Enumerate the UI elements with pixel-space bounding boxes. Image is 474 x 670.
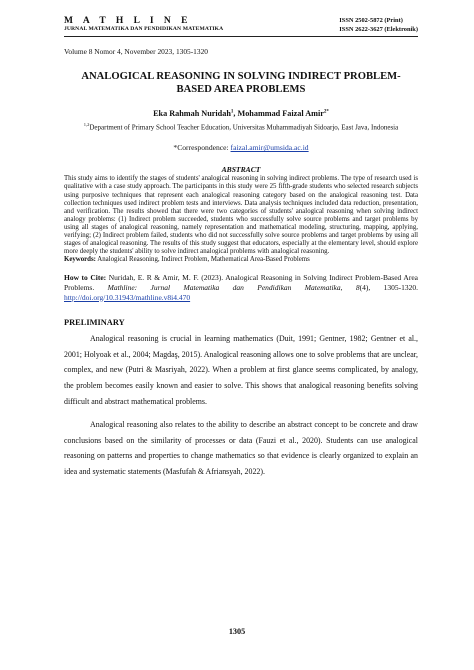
author-separator: , <box>233 109 238 118</box>
authors-line <box>64 109 418 118</box>
header-divider <box>64 36 418 37</box>
cite-issue-pages: (4), 1305-1320. <box>359 282 418 292</box>
affiliation <box>64 120 418 132</box>
keywords <box>64 256 418 264</box>
cite-journal: Mathline: Jurnal Matematika dan Pendidikan Matematika, 8 <box>107 282 360 292</box>
correspondence-label: *Correspondence: <box>173 143 231 153</box>
paper-title: ANALOGICAL REASONING IN SOLVING INDIRECT PROBLEM-BASED AREA PROBLEMS <box>81 71 401 95</box>
how-to-cite <box>64 273 418 302</box>
section-paragraph: Analogical reasoning also relates to the ability to describe an abstract concept to be concrete and draw conclusions based on the similarity of processes or data (Fauzi et al., 2020). Students can use analogical reasoning on patterns and properties to change mathematics so that evidence is clearly organized to explain an idea and systematic statements (Masfufah & Afriansyah, 2022). <box>64 420 418 476</box>
affiliation-sup: 1,2 <box>83 122 90 127</box>
author-1-sup: 1 <box>230 109 234 115</box>
issn-print: ISSN 2502-5872 (Print) <box>339 17 403 24</box>
journal-brand <box>64 16 223 33</box>
author-2-sup: 2* <box>323 109 329 115</box>
abstract-heading: ABSTRACT <box>221 165 261 175</box>
journal-header <box>64 16 418 34</box>
author-2: Mohammad Faizal Amir <box>237 109 324 118</box>
correspondence <box>64 143 418 152</box>
correspondence-email-link[interactable]: faizal.amir@umsida.ac.id <box>230 143 309 153</box>
cite-text: Nuridah, E. R & Amir, M. F. (2023). Analogical Reasoning in Solving Indirect Problem-Based Area Problems. <box>64 273 419 292</box>
keywords-text: Analogical Reasoning, Indirect Problem, Mathematical Area-Based Problems <box>95 256 310 264</box>
keywords-label: Keywords: <box>64 256 96 264</box>
journal-name: M A T H L I N E <box>64 16 192 26</box>
abstract-body: This study aims to identify the stages of students' analogical reasoning in solving indirect problems. The type of research used is qualitative with a case study approach. The participants in this study were 25 fifth-grade students who selected research subjects using purposive techniques that represent each analogical reasoning category based on the analogical reasoning test. Data collection techniques used indirect problem tests and interviews. Data analysis techniques included data reduction, presentation, and verification. The results showed that there were two categories of students' analogical reasoning when solving indirect analogy problems: (1) Indirect problem succeeded, students who successfully solve source problems and target problems by using all stages of analogical reasoning, namely representation and mathematical modeling, structuring, mapping, applying, verifying; (2) Indirect problem failed, students who did not successfully solve source problems and target problems by using all stages of analogical reasoning. The results of this study suggest that educators, especially at the elementary level, should explore more deeply the students' ability to solve indirect analogical problems with analogical reasoning. <box>64 175 418 256</box>
issn-electronic: ISSN 2622-3627 (Elektronik) <box>339 26 418 33</box>
paper-page <box>64 16 418 487</box>
author-1: Eka Rahmah Nuridah <box>153 109 231 118</box>
journal-subtitle: JURNAL MATEMATIKA DAN PENDIDIKAN MATEMATIKA <box>64 26 224 32</box>
section-paragraph: Analogical reasoning is crucial in learning mathematics (Duit, 1991; Gentner, 1982; Gentner et al., 2001; Holyoak et al., 2004; Magdaş, 2015). Analogical reasoning allows one to solve problems that are unclear, complex, and new (Putri & Masriyah, 2022). When a problem at first glance seems complicated, by analogy, the problem becomes easily known and easier to solve. This shows that analogical reasoning benefits solving difficult and abstract mathematical problems. <box>64 334 418 406</box>
page-number: 1305 <box>228 627 246 636</box>
section-heading: PRELIMINARY <box>64 318 125 328</box>
affiliation-text: Department of Primary School Teacher Education, Universitas Muhammadiyah Sidoarjo, East Java, Indonesia <box>89 123 399 132</box>
volume-info: Volume 8 Nomor 4, November 2023, 1305-1320 <box>64 47 208 56</box>
issn-block <box>339 16 418 34</box>
cite-label: How to Cite: <box>64 273 107 283</box>
doi-link[interactable]: http://doi.org/10.31943/mathline.v8i4.470 <box>64 292 191 302</box>
